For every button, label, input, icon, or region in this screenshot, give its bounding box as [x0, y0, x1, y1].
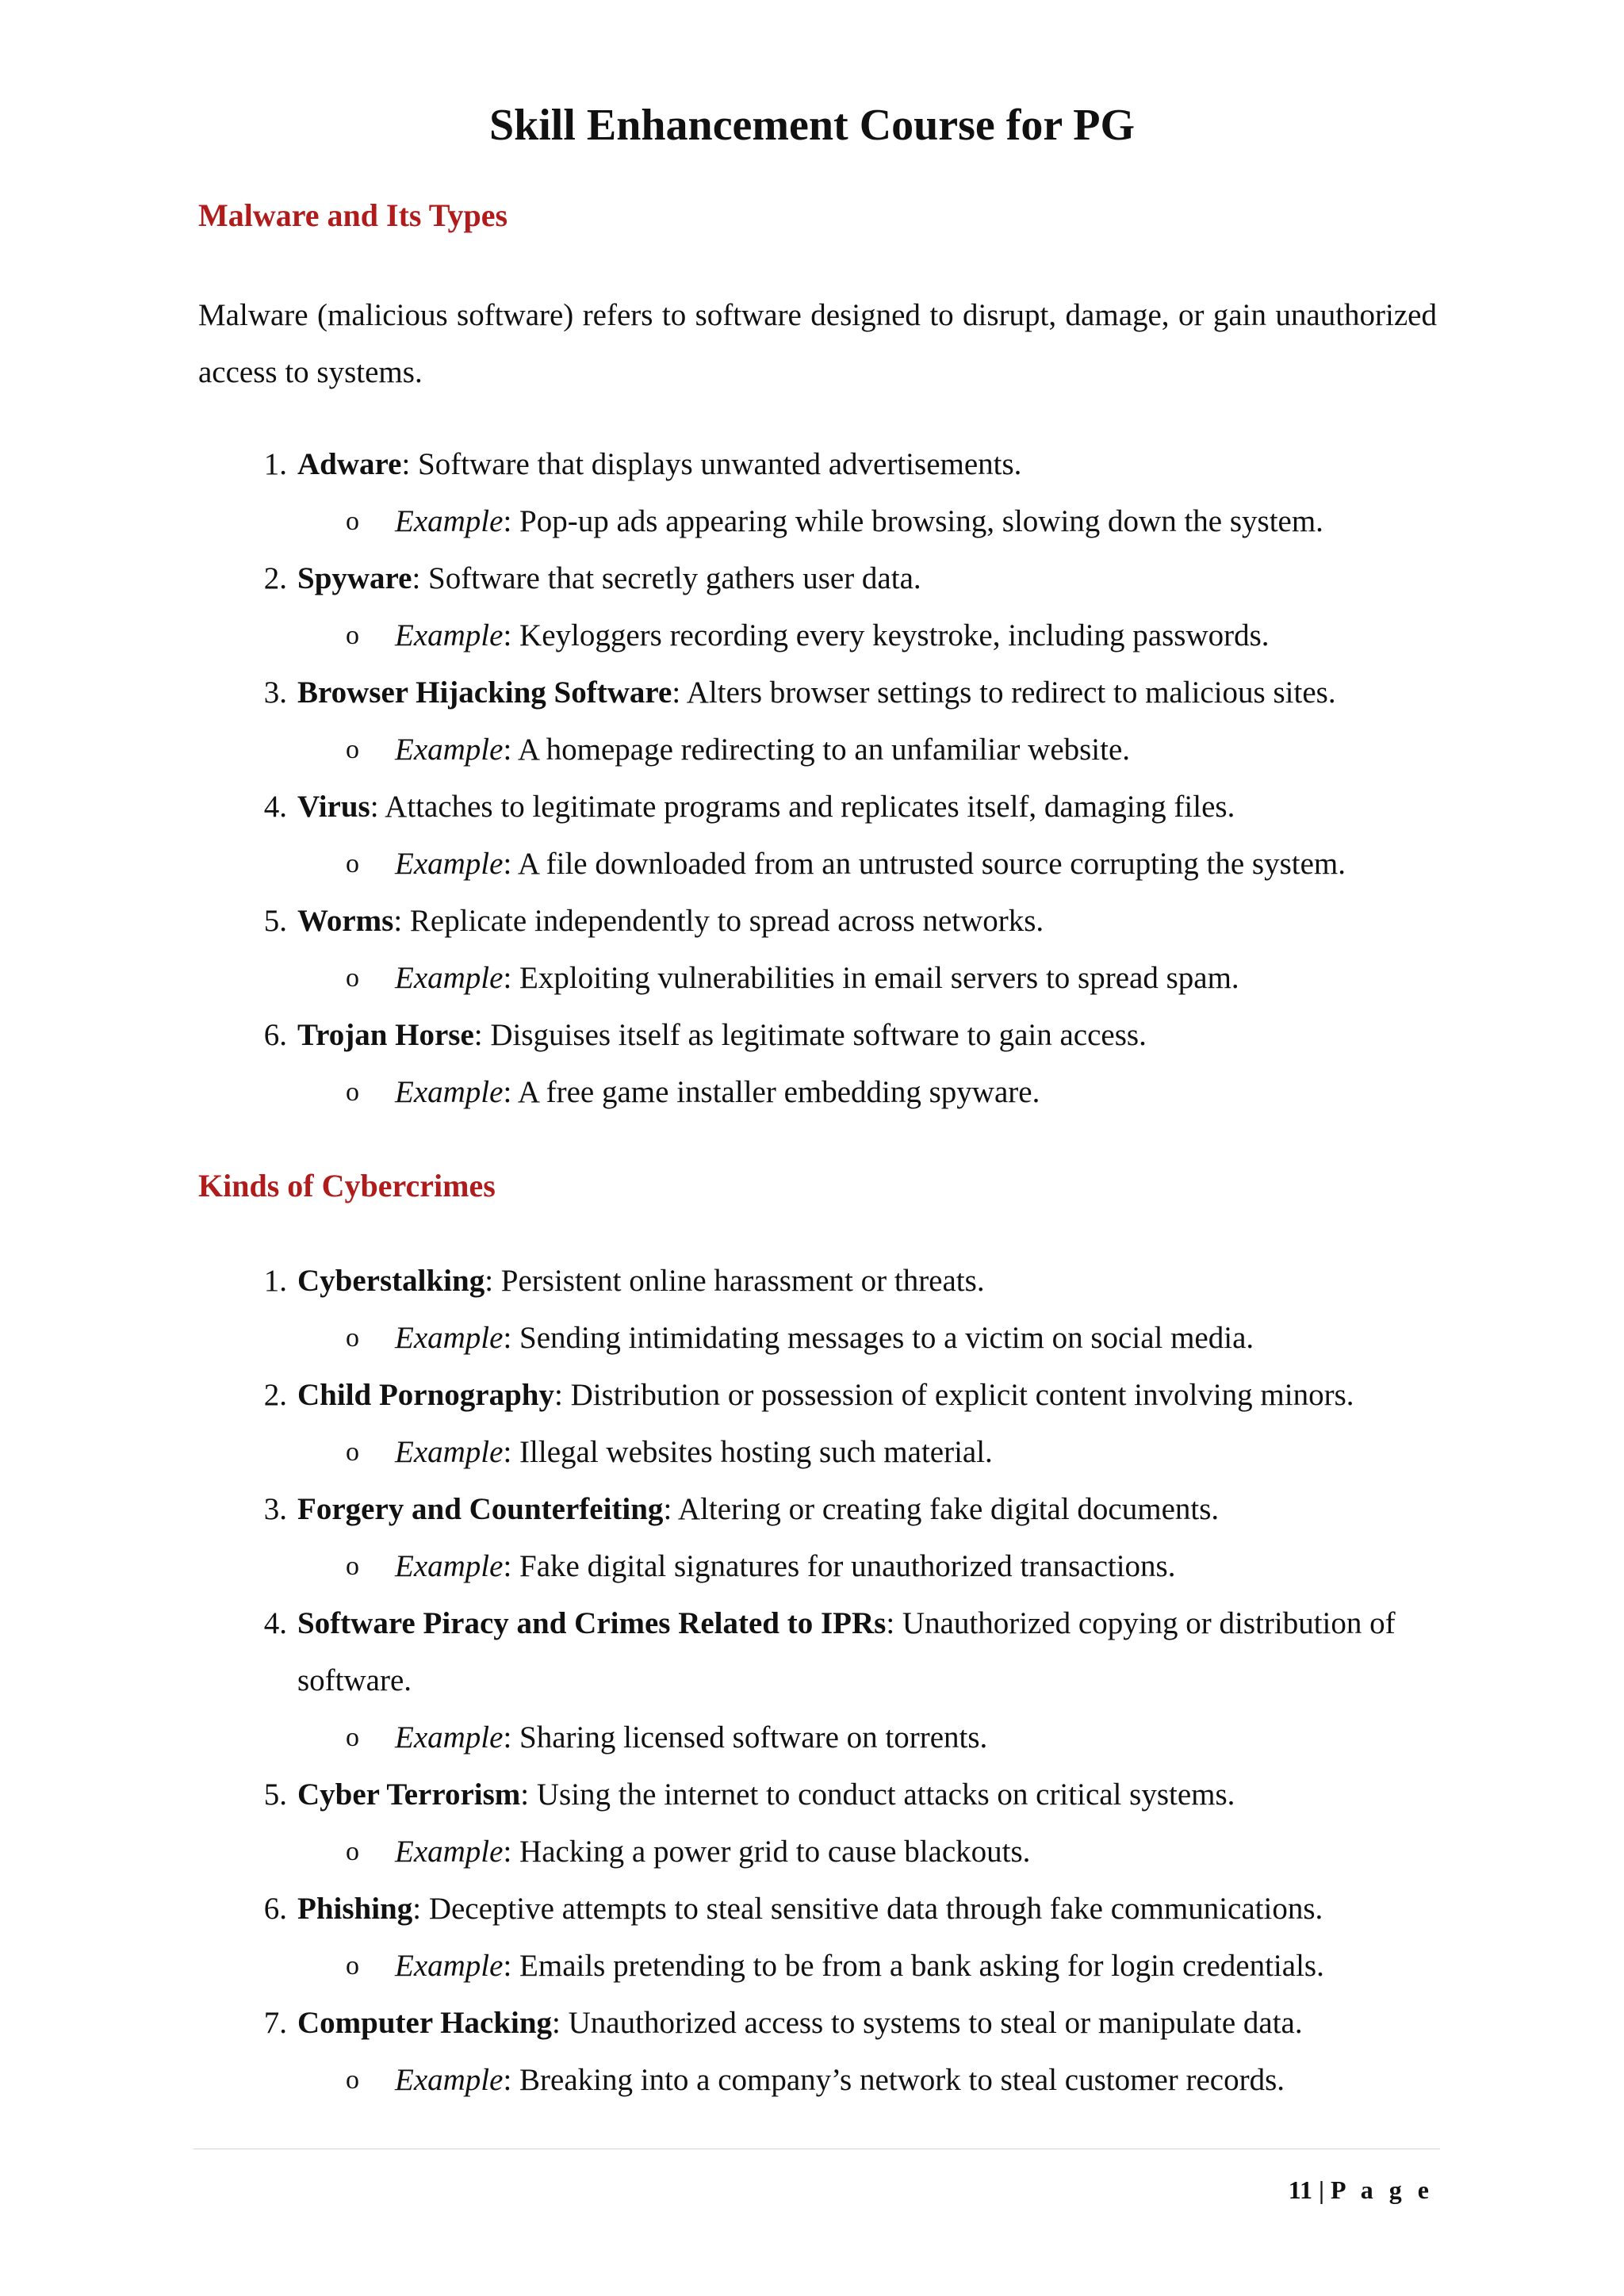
example-text	[395, 721, 1442, 779]
bullet-marker: o	[346, 1323, 359, 1353]
example-item	[0, 1938, 1624, 1995]
list-item-number: 5.	[263, 904, 287, 938]
list-item-description: : Unauthorized access to systems to steal or manipulate data.	[552, 2006, 1303, 2040]
bullet-marker: o	[346, 507, 359, 536]
example-description: : A homepage redirecting to an unfamiliar website.	[503, 733, 1131, 767]
bullet-marker: o	[346, 621, 359, 650]
list-item-description: : Alters browser settings to redirect to malicious sites.	[672, 675, 1336, 710]
example-description: : A file downloaded from an untrusted source corrupting the system.	[503, 847, 1346, 881]
list-item-number: 1.	[263, 1264, 287, 1298]
example-text	[395, 493, 1442, 550]
example-text	[395, 1310, 1442, 1367]
list-item-description: : Distribution or possession of explicit content involving minors.	[553, 1378, 1354, 1412]
example-item	[0, 1538, 1624, 1595]
list-item-term: Phishing	[297, 1892, 413, 1926]
example-label: Example	[395, 2063, 504, 2097]
list-item-term: Adware	[297, 447, 402, 481]
list-item-description: : Attaches to legitimate programs and replicates itself, damaging files.	[370, 790, 1235, 824]
example-item	[0, 721, 1624, 779]
example-item	[0, 1310, 1624, 1367]
example-description: : Fake digital signatures for unauthorized transactions.	[503, 1549, 1176, 1583]
bullet-marker: o	[346, 1077, 359, 1107]
list-item-text	[297, 664, 1439, 721]
example-description: : Hacking a power grid to cause blackouts.	[503, 1835, 1031, 1869]
example-text	[395, 607, 1442, 664]
example-item	[0, 1064, 1624, 1121]
cybercrime-kinds-list	[0, 1253, 1624, 2109]
page-number: 11	[1288, 2175, 1312, 2204]
bullet-marker: o	[346, 1723, 359, 1752]
example-item	[0, 1424, 1624, 1481]
list-item-text	[297, 1253, 1439, 1310]
list-item	[0, 1007, 1624, 1064]
section-heading-cybercrimes: Kinds of Cybercrimes	[198, 1168, 496, 1203]
list-item-description: : Altering or creating fake digital documents.	[663, 1492, 1220, 1526]
bullet-marker: o	[346, 849, 359, 878]
list-item	[0, 1881, 1624, 1938]
list-item-description: : Deceptive attempts to steal sensitive data through fake communications.	[412, 1892, 1323, 1926]
list-item-number: 5.	[263, 1777, 287, 1812]
example-text	[395, 1823, 1442, 1881]
list-item-description: : Software that displays unwanted advertisements.	[401, 447, 1022, 481]
example-item	[0, 1823, 1624, 1881]
example-description: : A free game installer embedding spyware.	[503, 1075, 1040, 1109]
list-item-term: Cyber Terrorism	[297, 1777, 521, 1812]
example-text	[395, 1709, 1442, 1766]
list-item	[0, 1481, 1624, 1538]
example-label: Example	[395, 504, 504, 538]
list-item	[0, 1595, 1624, 1709]
list-item-term: Spyware	[297, 561, 412, 595]
example-label: Example	[395, 847, 504, 881]
example-label: Example	[395, 733, 504, 767]
list-item-term: Computer Hacking	[297, 2006, 553, 2040]
example-item	[0, 950, 1624, 1007]
example-text	[395, 836, 1442, 893]
example-label: Example	[395, 1435, 504, 1469]
example-description: : Keyloggers recording every keystroke, including passwords.	[503, 618, 1270, 652]
page-footer	[1189, 2171, 1434, 2209]
list-item-text	[297, 893, 1439, 950]
malware-types-list	[0, 436, 1624, 1121]
example-text	[395, 1538, 1442, 1595]
list-item	[0, 893, 1624, 950]
example-description: : Pop-up ads appearing while browsing, slowing down the system.	[503, 504, 1323, 538]
example-description: : Sending intimidating messages to a victim on social media.	[503, 1321, 1254, 1355]
list-item	[0, 1367, 1624, 1424]
list-item	[0, 1995, 1624, 2052]
list-item-text	[297, 1995, 1439, 2052]
list-item	[0, 436, 1624, 493]
list-item-text	[297, 1367, 1439, 1424]
example-item	[0, 2052, 1624, 2109]
example-text	[395, 2052, 1442, 2109]
list-item-description: : Replicate independently to spread across networks.	[393, 904, 1044, 938]
example-description: : Exploiting vulnerabilities in email servers to spread spam.	[503, 961, 1239, 995]
example-label: Example	[395, 1075, 504, 1109]
bullet-marker: o	[346, 1837, 359, 1866]
page-label: P a g e	[1331, 2175, 1434, 2204]
list-item-description: : Persistent online harassment or threats.	[485, 1264, 985, 1298]
list-item-number: 4.	[263, 1606, 287, 1640]
malware-intro-paragraph: Malware (malicious software) refers to software designed to disrupt, damage, or gain unauthorized access to systems.	[198, 298, 1437, 389]
example-text	[395, 950, 1442, 1007]
list-item-description: : Software that secretly gathers user data.	[412, 561, 921, 595]
example-item	[0, 607, 1624, 664]
bullet-marker: o	[346, 735, 359, 764]
bullet-marker: o	[346, 1437, 359, 1467]
list-item-text	[297, 1007, 1439, 1064]
list-item-number: 2.	[263, 1378, 287, 1412]
example-item	[0, 493, 1624, 550]
list-item-description: : Disguises itself as legitimate software to gain access.	[473, 1018, 1147, 1052]
list-item-number: 6.	[263, 1018, 287, 1052]
list-item-text	[297, 1766, 1439, 1823]
list-item-term: Trojan Horse	[297, 1018, 474, 1052]
list-item-number: 4.	[263, 790, 287, 824]
section-heading-malware: Malware and Its Types	[198, 197, 508, 233]
list-item-text	[297, 1881, 1439, 1938]
footer-separator: |	[1318, 2175, 1325, 2204]
list-item	[0, 779, 1624, 836]
bullet-marker: o	[346, 963, 359, 993]
list-item-number: 3.	[263, 1492, 287, 1526]
example-description: : Emails pretending to be from a bank asking for login credentials.	[503, 1949, 1324, 1983]
example-label: Example	[395, 961, 504, 995]
example-item	[0, 836, 1624, 893]
example-text	[395, 1938, 1442, 1995]
example-description: : Illegal websites hosting such material.	[503, 1435, 993, 1469]
list-item-number: 6.	[263, 1892, 287, 1926]
list-item	[0, 550, 1624, 607]
list-item-text	[297, 779, 1439, 836]
bullet-marker: o	[346, 2065, 359, 2095]
list-item-text	[297, 1481, 1439, 1538]
example-text	[395, 1424, 1442, 1481]
list-item	[0, 1766, 1624, 1823]
example-text	[395, 1064, 1442, 1121]
example-label: Example	[395, 618, 504, 652]
list-item	[0, 664, 1624, 721]
list-item-number: 2.	[263, 561, 287, 595]
list-item-term: Virus	[297, 790, 370, 824]
list-item-term: Cyberstalking	[297, 1264, 485, 1298]
example-label: Example	[395, 1549, 504, 1583]
list-item-number: 3.	[263, 675, 287, 710]
list-item-number: 7.	[263, 2006, 287, 2040]
example-label: Example	[395, 1949, 504, 1983]
example-label: Example	[395, 1835, 504, 1869]
example-item	[0, 1709, 1624, 1766]
list-item-term: Forgery and Counterfeiting	[297, 1492, 664, 1526]
example-label: Example	[395, 1321, 504, 1355]
list-item-text	[297, 550, 1439, 607]
list-item-description: : Using the internet to conduct attacks on critical systems.	[520, 1777, 1235, 1812]
list-item-term: Software Piracy and Crimes Related to IPRs	[297, 1606, 887, 1640]
list-item-number: 1.	[263, 447, 287, 481]
example-label: Example	[395, 1720, 504, 1755]
list-item-description: : Unauthorized copying or distribution of software.	[297, 1606, 1396, 1697]
example-description: : Sharing licensed software on torrents.	[503, 1720, 988, 1755]
list-item-text	[297, 1595, 1439, 1709]
example-description: : Breaking into a company’s network to steal customer records.	[503, 2063, 1285, 2097]
bullet-marker: o	[346, 1951, 359, 1980]
list-item-term: Worms	[297, 904, 394, 938]
list-item-term: Browser Hijacking Software	[297, 675, 672, 710]
document-title: Skill Enhancement Course for PG	[488, 101, 1136, 150]
list-item-term: Child Pornography	[297, 1378, 554, 1412]
list-item	[0, 1253, 1624, 1310]
bullet-marker: o	[346, 1552, 359, 1581]
list-item-text	[297, 436, 1439, 493]
